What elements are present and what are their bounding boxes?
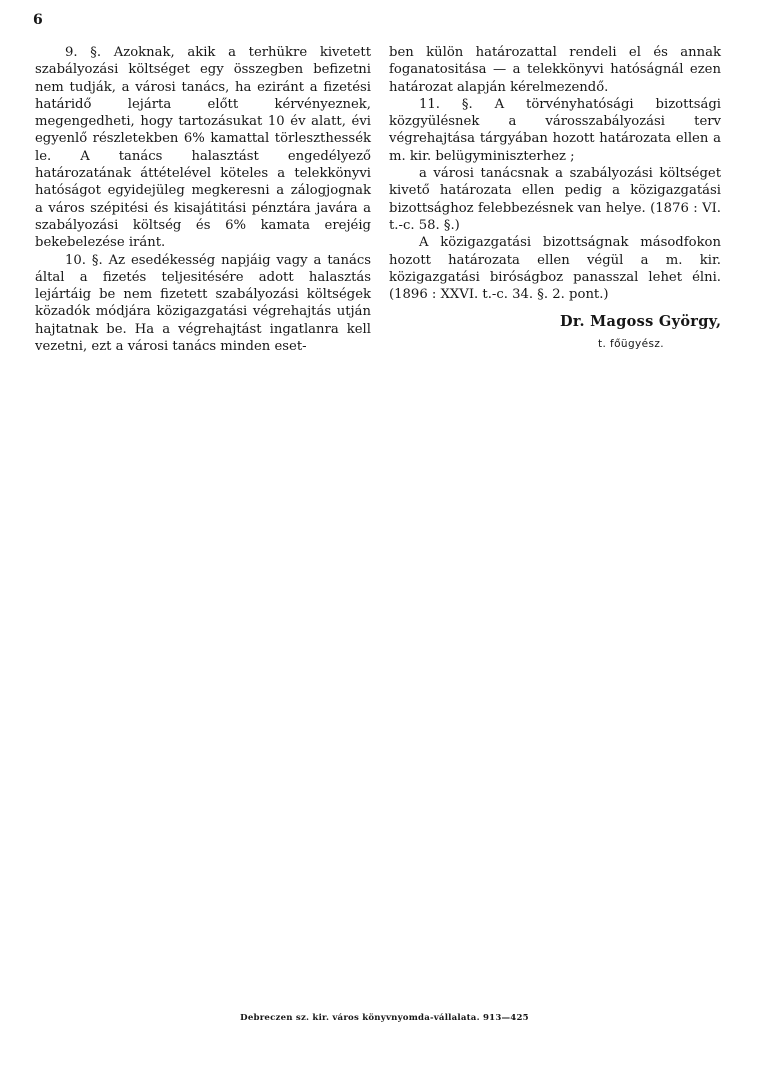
page-number: 6: [33, 12, 43, 28]
paragraph-11-city-council: a városi tanácsnak a szabályozási költséget kivető határozata ellen pedig a közigazgatási bizottsághoz felebbezésnek van helye. (1876 : VI. t.-c. 58. §.): [389, 166, 721, 233]
right-column: [389, 44, 721, 303]
signature-name: Dr. Magoss György,: [560, 313, 722, 330]
signature-title: t. főügyész.: [598, 338, 665, 350]
left-column: [35, 44, 371, 355]
printer-imprint: Debreczen sz. kir. város könyvnyomda-vállalata. 913—425: [240, 1013, 529, 1023]
paragraph-9: 9. §. Azoknak, akik a terhükre kivetett szabályozási költséget egy összegben befizetni nem tudják, a városi tanács, ha eziránt a fizetési határidő lejárta előtt kérvényeznek, megengedheti, hogy tartozásukat 10 év alatt, évi egyenlő részletekben 6% kamattal törleszthessék le. A tanács halasztást engedélyező határozatának áttételével köteles a telekkönyvi hatóságot egyidejüleg megkeresni a zálogjognak a város szépitési és kisajátitási pénztára javára a szabályozási költség és 6% kamata erejéig bekebelezése iránt.: [35, 45, 371, 251]
paragraph-10-continued: ben külön határozattal rendeli el és annak foganatositása — a telekkönyvi hatóságnál ezen határozat alapján kérelmezendő.: [389, 45, 721, 95]
paragraph-11: 11. §. A törvényhatósági bizottsági közgyülésnek a városszabályozási terv végrehajtása tárgyában hozott határozata ellen a m. kir. belügyminiszterhez ;: [389, 96, 721, 164]
paragraph-10: 10. §. Az esedékesség napjáig vagy a tanács által a fizetés teljesitésére adott halasztás lejártáig be nem fizetett szabályozási költségek közadók módjára közigazgatási végrehajtás utján hajtatnak be. Ha a végrehajtást ingatlanra kell vezetni, ezt a városi tanács minden eset-: [35, 252, 371, 355]
paragraph-11-administrative-court: A közigazgatási bizottságnak másodfokon hozott határozata ellen végül a m. kir. közigazgatási biróságboz panasszal lehet élni. (1896 : XXVI. t.-c. 34. §. 2. pont.): [389, 235, 721, 303]
